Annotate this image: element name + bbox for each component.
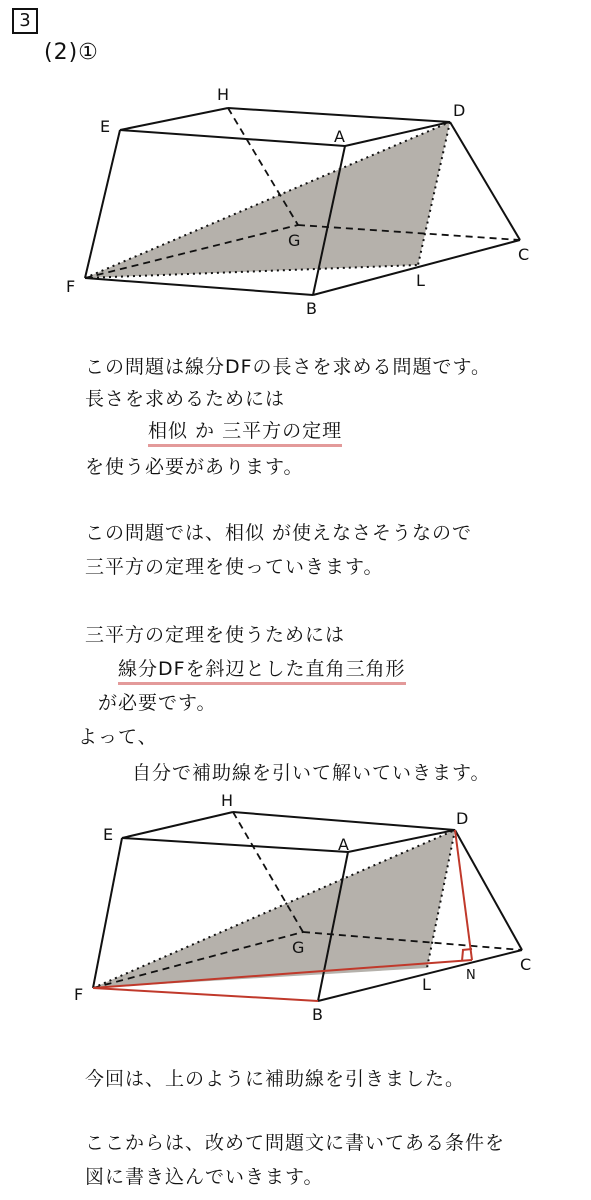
text-p3-line1: 三平方の定理を使うためには [85,624,346,646]
text-p4-line1: 今回は、上のように補助線を引きました。 [85,1068,466,1090]
text-p1-line2: 長さを求めるためには [85,388,286,410]
problem-number-box: 3 [12,8,38,34]
text-p3-line4: よって、 [78,726,158,748]
text-p5-line2: 図に書き込んでいきます。 [85,1166,324,1188]
text-p1-line4: を使う必要があります。 [85,456,304,478]
figure-2-prism-with-aux-lines [0,790,591,1040]
label2-F: F [74,985,84,1004]
label-E: E [100,117,111,136]
text-p1-line1: この問題は線分DFの長さを求める問題です。 [85,356,492,378]
label2-C: C [520,955,532,974]
text-p3-line2-underlined: 線分DFを斜辺とした直角三角形 [118,654,406,685]
label2-G: G [292,938,305,957]
label-B: B [306,299,317,318]
text-p1-line3-underlined: 相似 か 三平方の定理 [148,416,342,447]
label-D: D [453,101,466,120]
label-G: G [288,231,301,250]
label2-D: D [456,809,469,828]
text-p2-line2: 三平方の定理を使っていきます。 [85,556,384,578]
label2-B: B [312,1005,323,1024]
figure-1-prism [0,0,591,320]
label2-H: H [221,791,234,810]
text-p2-line1: この問題では、相似 が使えなさそうなので [85,522,473,544]
text-p5-line1: ここからは、改めて問題文に書いてある条件を [85,1132,506,1154]
text-p3-line3: が必要です。 [98,692,217,714]
label-A: A [334,127,345,146]
label-F: F [66,277,76,296]
label-C: C [518,245,530,264]
label-H: H [217,85,230,104]
label2-E: E [103,825,114,844]
label2-N: N [466,968,476,983]
label-L: L [416,271,425,290]
sub-question-number: (2)① [44,40,99,65]
text-p3-line5: 自分で補助線を引いて解いていきます。 [132,762,491,784]
label2-L: L [422,975,431,994]
label2-A: A [338,835,349,854]
